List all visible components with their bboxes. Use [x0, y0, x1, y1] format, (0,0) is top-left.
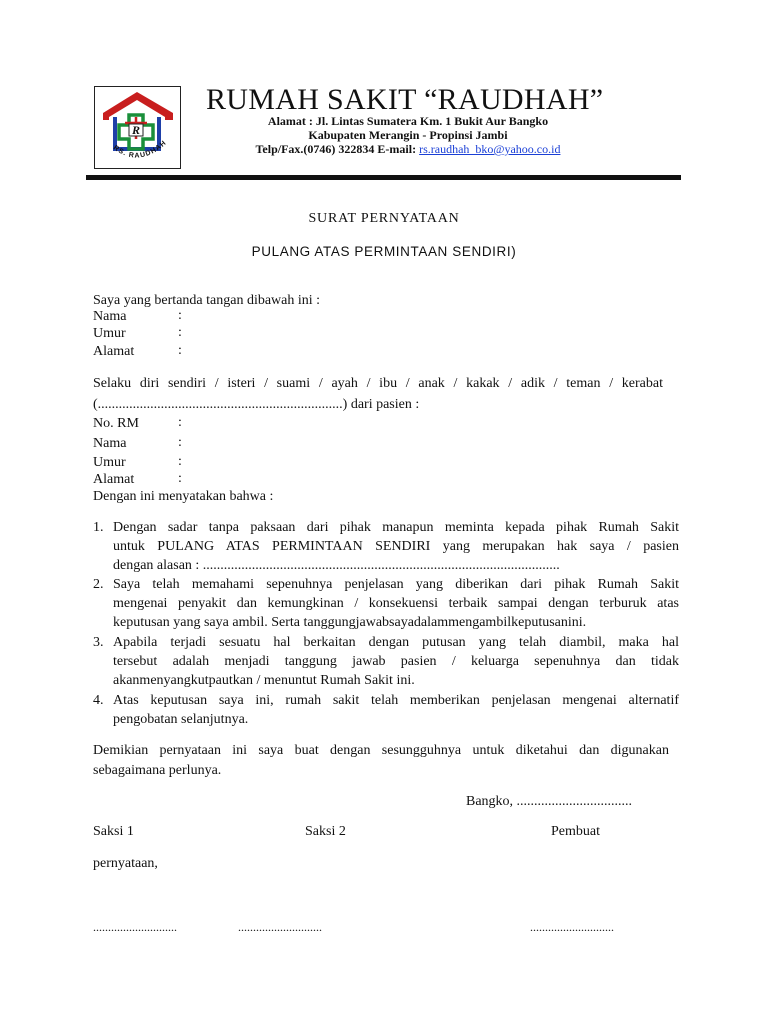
declaration-intro: Dengan ini menyatakan bahwa :: [93, 489, 274, 504]
item-line: untuk PULANG ATAS PERMINTAAN SENDIRI yang merupakan hak saya / pasien: [113, 539, 679, 554]
relation-line: Selaku diri sendiri / isteri / suami / ayah / ibu / anak / kakak / adik / teman / kerabat: [93, 376, 663, 391]
document-title: SURAT PERNYATAAN: [308, 211, 460, 226]
field-label: Nama: [93, 436, 127, 451]
field-label: Alamat: [93, 344, 135, 359]
field-colon: :: [178, 325, 182, 340]
field-colon: :: [178, 308, 182, 323]
item-line: keputusan yang saya ambil. Serta tanggungjawabsayadalammengambilkeputusanini.: [113, 615, 587, 630]
declaration-item: [93, 691, 681, 731]
contact-line: [188, 142, 628, 157]
closing-line: Demikian pernyataan ini saya buat dengan sesungguhnya untuk diketahui dan digunakan: [93, 743, 669, 758]
contact-prefix: Telp/Fax.(0746) 322834 E-mail:: [255, 142, 420, 156]
hospital-logo: [94, 86, 181, 169]
intro-text: Saya yang bertanda tangan dibawah ini :: [93, 293, 321, 308]
declaration-item: [93, 633, 681, 691]
field-label: No. RM: [93, 416, 139, 431]
address-line: Kabupaten Merangin - Propinsi Jambi: [308, 128, 508, 142]
field-label: Umur: [93, 326, 126, 341]
field-colon: :: [178, 343, 182, 358]
field-label: Nama: [93, 309, 127, 324]
item-number: 3.: [93, 635, 104, 650]
relation-blank: (......................................................................) dari pasien :: [93, 397, 420, 412]
address-line: Alamat : Jl. Lintas Sumatera Km. 1 Bukit Aur Bangko: [267, 114, 549, 128]
witness-2-label: Saksi 2: [305, 824, 346, 839]
place-date: Bangko, .................................: [466, 794, 633, 809]
signature-blank: ............................: [530, 920, 614, 934]
item-number: 4.: [93, 693, 104, 708]
field-label: Alamat: [93, 472, 135, 487]
document-subtitle: PULANG ATAS PERMINTAAN SENDIRI): [251, 244, 517, 259]
field-colon: :: [178, 471, 182, 486]
field-colon: :: [178, 415, 182, 430]
svg-text:R: R: [131, 123, 141, 137]
email-link[interactable]: rs.raudhah_bko@yahoo.co.id: [419, 142, 561, 156]
item-line: Atas keputusan saya ini, rumah sakit telah memberikan penjelasan mengenai alternatif: [113, 693, 679, 708]
declaration-item: [93, 518, 681, 576]
maker-label-cont: pernyataan,: [93, 856, 158, 871]
closing-line: sebagaimana perlunya.: [93, 763, 222, 778]
signature-blank: ............................: [238, 920, 322, 934]
maker-label: Pembuat: [551, 824, 600, 839]
svg-text:RS. RAUDHAH: RS. RAUDHAH: [111, 139, 169, 160]
item-number: 2.: [93, 577, 104, 592]
item-line: mengenai penyakit dan kemungkinan / konsekuensi terbaik sampai dengan terburuk atas: [113, 596, 679, 611]
letterhead-divider: [86, 175, 681, 180]
field-colon: :: [178, 454, 182, 469]
item-line: Dengan sadar tanpa paksaan dari pihak manapun meminta kepada pihak Rumah Sakit: [113, 520, 679, 535]
declaration-item: [93, 575, 681, 633]
item-line: Saya telah memahami sepenuhnya penjelasan yang diberikan dari pihak Rumah Sakit: [113, 577, 679, 592]
witness-1-label: Saksi 1: [93, 824, 134, 839]
hospital-logo-icon: [95, 87, 180, 168]
item-line: Apabila terjadi sesuatu hal berkaitan dengan putusan yang telah diambil, maka hal: [113, 635, 679, 650]
field-colon: :: [178, 435, 182, 450]
hospital-name: RUMAH SAKIT “RAUDHAH”: [206, 83, 604, 116]
item-line: pengobatan selanjutnya.: [113, 712, 249, 727]
item-line: akanmenyangkutpautkan / menuntut Rumah Sakit ini.: [113, 673, 415, 688]
item-line: dengan alasan : ......................................................................................................: [113, 558, 560, 573]
field-label: Umur: [93, 455, 126, 470]
item-line: tersebut adalah menjadi tanggung jawab pasien / keluarga sepenuhnya dan tidak: [113, 654, 679, 669]
signature-blank: ............................: [93, 920, 177, 934]
item-number: 1.: [93, 520, 104, 535]
